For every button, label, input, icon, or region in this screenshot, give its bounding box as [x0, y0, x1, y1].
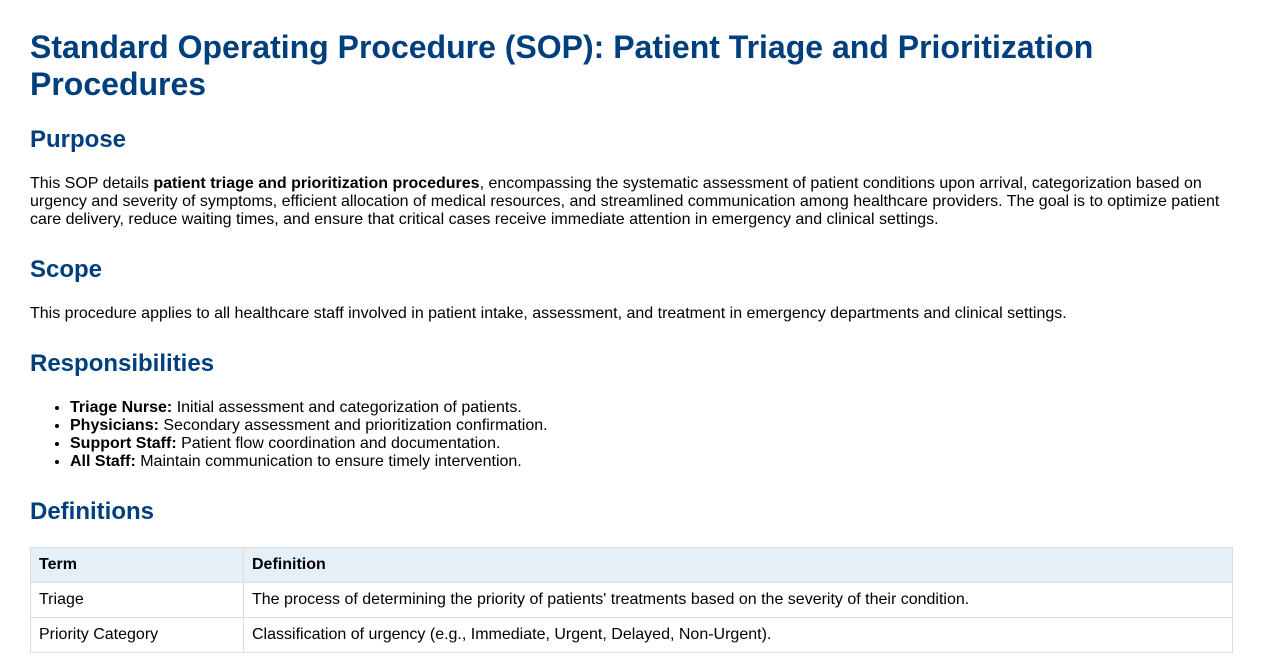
table-row [31, 583, 1233, 618]
purpose-text-start: This SOP details [30, 175, 154, 192]
responsibilities-heading: Responsibilities [30, 350, 215, 377]
table-row [31, 618, 1233, 653]
role-description: Secondary assessment and prioritization confirmation. [158, 417, 548, 434]
role-label: Triage Nurse: [70, 399, 173, 416]
purpose-paragraph [30, 175, 1233, 229]
term-cell: Triage [31, 583, 244, 618]
purpose-text-end: , encompassing the systematic assessment of patient conditions upon arrival, categorization based on urgency and severity of symptoms, efficient allocation of medical resources, and streamlined communication among healthcare providers. The goal is to optimize patient care delivery, reduce waiting times, and ensure that critical cases receive immediate attention in emergency and clinical settings. [30, 175, 1220, 228]
list-item [70, 417, 1233, 435]
purpose-text-bold: patient triage and prioritization procedures [153, 175, 480, 192]
role-description: Patient flow coordination and documentation. [176, 435, 501, 452]
definitions-table [30, 547, 1233, 653]
scope-heading: Scope [30, 256, 103, 283]
list-item [70, 453, 1233, 471]
purpose-heading: Purpose [30, 126, 127, 153]
responsibilities-list [30, 399, 1233, 471]
list-item [70, 399, 1233, 417]
role-description: Initial assessment and categorization of patients. [172, 399, 522, 416]
column-header-term: Term [31, 548, 244, 583]
term-cell: Priority Category [31, 618, 244, 653]
role-description: Maintain communication to ensure timely intervention. [135, 453, 522, 470]
page-title: Standard Operating Procedure (SOP): Patient Triage and Prioritization Procedures [30, 29, 1094, 102]
table-header-row [31, 548, 1233, 583]
column-header-definition: Definition [244, 548, 1233, 583]
list-item [70, 435, 1233, 453]
document-page [0, 29, 1263, 653]
role-label: All Staff: [70, 453, 136, 470]
definitions-heading: Definitions [30, 498, 154, 525]
definition-cell: Classification of urgency (e.g., Immediate, Urgent, Delayed, Non-Urgent). [244, 618, 1233, 653]
definition-cell: The process of determining the priority of patients' treatments based on the severity of their condition. [244, 583, 1233, 618]
role-label: Support Staff: [70, 435, 177, 452]
role-label: Physicians: [70, 417, 159, 434]
scope-paragraph: This procedure applies to all healthcare staff involved in patient intake, assessment, and treatment in emergency departments and clinical settings. [30, 305, 1067, 322]
